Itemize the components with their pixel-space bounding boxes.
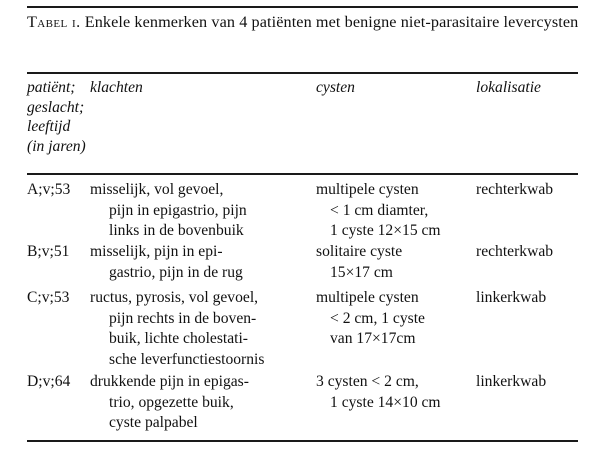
cysten-line: solitaire cyste (316, 243, 403, 260)
cell-klachten (90, 288, 314, 370)
table-body (0, 180, 600, 434)
cell-lokalisatie: linkerkwab (476, 289, 547, 306)
cell-lokalisatie: rechterkwab (476, 181, 554, 198)
rule-below-header (27, 173, 578, 175)
column-header-patient-line-3: leeftijd (27, 118, 71, 135)
cysten-line: < 2 cm, 1 cyste (330, 309, 425, 327)
klachten-line: trio, opgezette buik, (109, 393, 234, 411)
table-caption-text: Enkele kenmerken van 4 patiënten met benigne niet-parasitaire levercysten (84, 13, 579, 31)
cell-patient: A;v;53 (27, 181, 71, 198)
klachten-line: pijn in epigastrio, pijn (109, 201, 247, 219)
table-caption (27, 12, 580, 33)
cell-patient: D;v;64 (27, 373, 71, 390)
table-caption-label: Tabel i. (27, 13, 81, 31)
cysten-line: 3 cysten < 2 cm, (316, 373, 419, 390)
cysten-line: 1 cyste 14×10 cm (330, 393, 441, 411)
cell-klachten (90, 372, 314, 434)
column-header-klachten: klachten (90, 79, 143, 96)
table-row (0, 180, 600, 242)
cysten-line: < 1 cm diamter, (330, 201, 429, 219)
cysten-line: 15×17 cm (330, 263, 393, 281)
klachten-line: links in de bovenbuik (109, 222, 244, 240)
column-header-lokalisatie: lokalisatie (476, 79, 541, 96)
klachten-line: misselijk, vol gevoel, (90, 181, 224, 198)
klachten-line: misselijk, pijn in epi- (90, 243, 223, 260)
cell-lokalisatie: linkerkwab (476, 373, 547, 390)
table-row (0, 242, 600, 288)
cell-cysten (316, 180, 474, 242)
cysten-line: multipele cysten (316, 181, 419, 198)
klachten-line: gastrio, pijn in de rug (109, 263, 243, 281)
cell-klachten (90, 180, 314, 242)
column-header-patient (27, 78, 97, 156)
klachten-line: sche leverfunctiestoornis (109, 350, 265, 368)
rule-bottom (27, 440, 578, 442)
table-row (0, 372, 600, 434)
cell-cysten (316, 288, 474, 350)
cysten-line: 1 cyste 12×15 cm (330, 222, 441, 240)
cysten-line: van 17×17cm (330, 330, 416, 348)
column-header-patient-line-2: geslacht; (27, 98, 85, 116)
klachten-line: ructus, pyrosis, vol gevoel, (90, 289, 259, 306)
cysten-line: multipele cysten (316, 289, 419, 306)
cell-cysten (316, 242, 474, 283)
cell-lokalisatie: rechterkwab (476, 243, 554, 260)
column-header-patient-line-1: patiënt; (27, 79, 76, 96)
column-header-cysten: cysten (316, 79, 355, 96)
klachten-line: cyste palpabel (109, 414, 198, 432)
cell-patient: B;v;51 (27, 243, 70, 260)
table-row (0, 288, 600, 372)
cell-cysten (316, 372, 474, 413)
klachten-line: buik, lichte cholestati- (109, 330, 249, 348)
cell-klachten (90, 242, 314, 283)
rule-below-caption (27, 72, 578, 74)
cell-patient: C;v;53 (27, 289, 70, 306)
klachten-line: drukkende pijn in epigas- (90, 373, 249, 390)
rule-top (27, 6, 578, 8)
column-header-patient-line-4: (in jaren) (27, 137, 86, 155)
klachten-line: pijn rechts in de boven- (109, 309, 257, 327)
